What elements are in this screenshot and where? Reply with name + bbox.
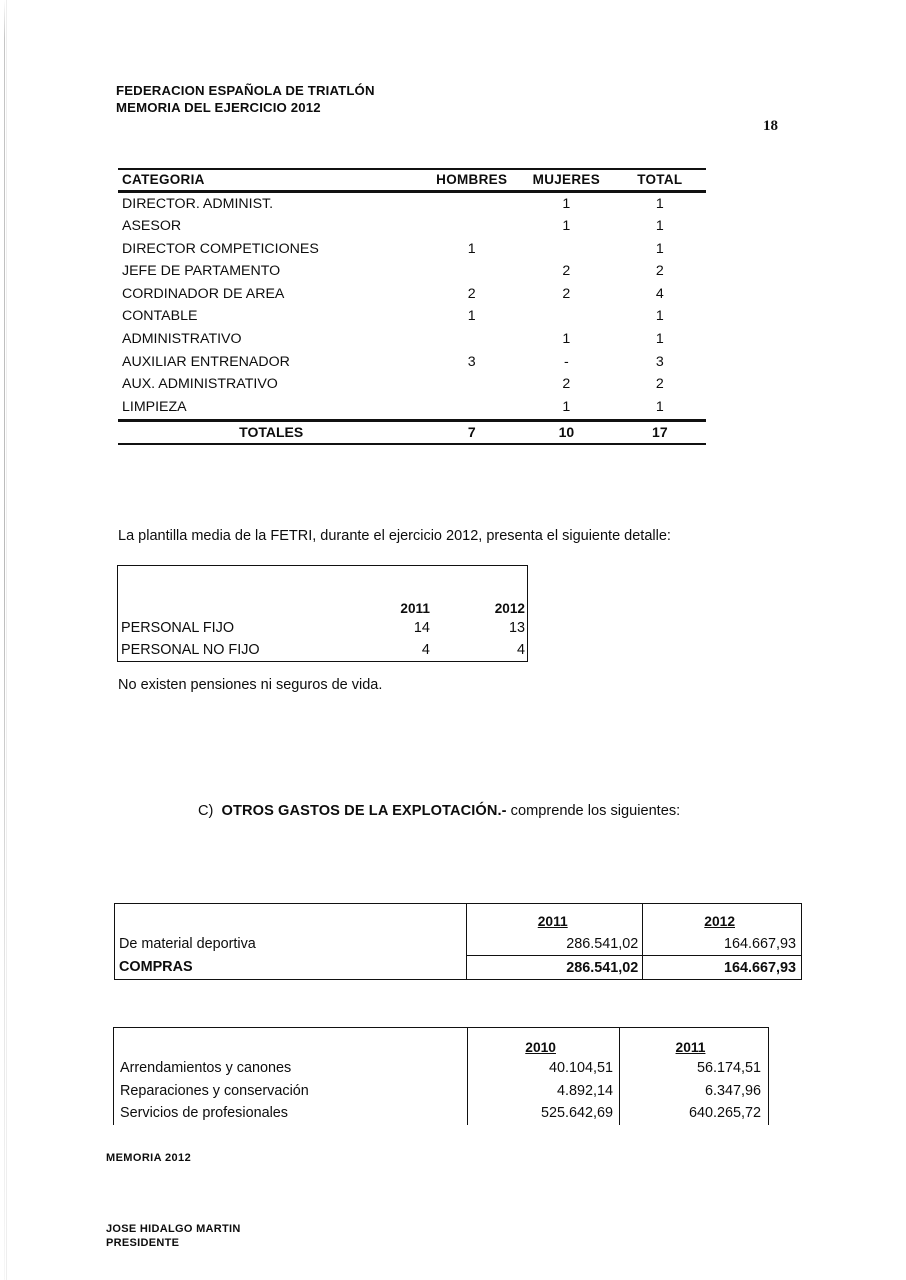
footer-signature-role: PRESIDENTE: [106, 1237, 180, 1249]
cell-mujeres: [519, 238, 614, 261]
table-spacer-row: [118, 566, 527, 592]
column-header-mujeres: MUJERES: [519, 169, 614, 192]
cell-categoria: ASESOR: [122, 218, 182, 235]
cell-total: 1: [655, 195, 664, 212]
section-subtitle: comprende los siguientes:: [506, 803, 681, 819]
table-row: [118, 639, 527, 661]
cell-2010: 525.642,69: [468, 1102, 620, 1125]
cell-mujeres: 1: [562, 331, 571, 348]
page-number: 18: [763, 118, 778, 134]
cell-mujeres: 2: [562, 263, 571, 280]
cell-2011: 640.265,72: [620, 1102, 769, 1125]
cell-total: 1: [655, 331, 664, 348]
cell-categoria: CORDINADOR DE AREA: [122, 285, 285, 302]
cell-total: 2: [655, 376, 664, 393]
table-row: [114, 1080, 769, 1103]
cell-2010: 40.104,51: [468, 1057, 620, 1080]
cell-categoria: DIRECTOR. ADMINIST.: [122, 195, 274, 212]
cell-label: Arrendamientos y canones: [120, 1060, 292, 1077]
cell-categoria: ADMINISTRATIVO: [122, 331, 242, 348]
cell-2011: 286.541,02: [467, 932, 643, 956]
cell-hombres: 1: [467, 308, 476, 325]
cell-label: PERSONAL FIJO: [121, 620, 235, 636]
cell-categoria: DIRECTOR COMPETICIONES: [122, 240, 319, 257]
cell-totals-total: 17: [614, 420, 706, 444]
cell-2011: 56.174,51: [620, 1057, 769, 1080]
cell-categoria: AUX. ADMINISTRATIVO: [122, 376, 278, 393]
cell-hombres: [424, 374, 519, 397]
cell-hombres: [424, 192, 519, 216]
section-title: OTROS GASTOS DE LA EXPLOTACIÓN.-: [221, 803, 507, 819]
table-row: [118, 374, 706, 397]
footer-memoria-label: MEMORIA 2012: [106, 1152, 192, 1164]
cell-categoria: CONTABLE: [122, 308, 198, 325]
table-header-row: [118, 592, 527, 617]
cell-total: 4: [655, 285, 664, 302]
column-header-hombres: HOMBRES: [424, 169, 519, 192]
column-header-2011: 2011: [400, 601, 430, 616]
cell-mujeres: -: [563, 353, 569, 370]
table-row: [118, 306, 706, 329]
column-header-2011: 2011: [675, 1040, 706, 1055]
cell-totals-mujeres: 10: [519, 420, 614, 444]
cell-total: 2: [655, 263, 664, 280]
cell-hombres: [424, 396, 519, 420]
paragraph-pensiones: No existen pensiones ni seguros de vida.: [118, 677, 383, 693]
cell-categoria: AUXILIAR ENTRENADOR: [122, 353, 290, 370]
cell-label: Servicios de profesionales: [120, 1105, 288, 1122]
table-row: [118, 329, 706, 352]
section-letter: C): [198, 803, 214, 819]
footer-signature-block: [106, 1222, 241, 1250]
table-row: [118, 216, 706, 239]
cell-total: 1: [655, 308, 664, 325]
table-totals-row: [115, 956, 801, 980]
cell-2012: 4: [516, 642, 525, 658]
cell-2011: 4: [421, 642, 430, 658]
cell-2012: 13: [508, 620, 525, 636]
plantilla-media-table: [117, 565, 528, 662]
cell-mujeres: 1: [562, 398, 571, 415]
cell-total: 1: [655, 218, 664, 235]
cell-mujeres: 2: [562, 285, 571, 302]
column-header-2012: 2012: [704, 914, 735, 929]
column-header-2012: 2012: [494, 601, 525, 616]
cell-hombres: [424, 261, 519, 284]
cell-totals-label: COMPRAS: [119, 959, 193, 976]
cell-2012: 164.667,93: [643, 932, 801, 956]
table-header-row: [118, 169, 706, 192]
table-header-row: [115, 904, 801, 932]
section-c-heading: [198, 803, 680, 819]
cell-label: PERSONAL NO FIJO: [121, 642, 260, 658]
table-totals-row: [118, 420, 706, 444]
table-row: [118, 192, 706, 216]
cell-2011: 14: [413, 620, 430, 636]
table-row: [118, 238, 706, 261]
cell-hombres: [424, 216, 519, 239]
column-header-categoria: CATEGORIA: [118, 169, 424, 192]
header-line-memoria: MEMORIA DEL EJERCICIO 2012: [116, 99, 321, 115]
header-line-federation: FEDERACION ESPAÑOLA DE TRIATLÓN: [116, 83, 375, 98]
table-row: [118, 396, 706, 420]
cell-mujeres: [519, 306, 614, 329]
cell-hombres: 2: [467, 285, 476, 302]
cell-hombres: [424, 329, 519, 352]
column-header-2010: 2010: [525, 1040, 556, 1055]
column-header-blank: [118, 592, 339, 617]
cell-2011: 6.347,96: [620, 1080, 769, 1103]
table-row: [114, 1057, 769, 1080]
cell-totals-2012: 164.667,93: [643, 956, 801, 980]
cell-totals-label: TOTALES: [118, 420, 424, 444]
cell-categoria: LIMPIEZA: [122, 398, 187, 415]
column-header-total: TOTAL: [614, 169, 706, 192]
cell-categoria: JEFE DE PARTAMENTO: [122, 263, 281, 280]
otros-gastos-table: [113, 1027, 769, 1125]
cell-total: 1: [655, 240, 664, 257]
cell-total: 3: [655, 353, 664, 370]
cell-2010: 4.892,14: [468, 1080, 620, 1103]
cell-mujeres: 1: [562, 218, 571, 235]
staff-category-table: [118, 168, 706, 445]
cell-totals-hombres: 7: [424, 420, 519, 444]
column-header-2011: 2011: [537, 914, 568, 929]
document-header: [116, 83, 375, 116]
cell-label: Reparaciones y conservación: [120, 1082, 309, 1099]
cell-total: 1: [655, 398, 664, 415]
table-row: [114, 1102, 769, 1125]
table-header-row: [114, 1028, 769, 1057]
cell-totals-2011: 286.541,02: [467, 956, 643, 980]
cell-hombres: 1: [467, 240, 476, 257]
footer-signature-name: JOSE HIDALGO MARTIN: [106, 1223, 241, 1235]
cell-hombres: 3: [467, 353, 476, 370]
table-row: [118, 261, 706, 284]
table-row: [118, 283, 706, 306]
cell-label: De material deportiva: [119, 935, 256, 952]
table-row: [118, 351, 706, 374]
cell-mujeres: 2: [562, 376, 571, 393]
compras-table: [114, 903, 802, 980]
table-row: [115, 932, 801, 956]
column-header-blank: [114, 1028, 468, 1057]
cell-mujeres: 1: [562, 195, 571, 212]
column-header-blank: [115, 904, 467, 932]
paragraph-plantilla: La plantilla media de la FETRI, durante el ejercicio 2012, presenta el siguiente detalle:: [118, 528, 671, 544]
table-row: [118, 617, 527, 639]
